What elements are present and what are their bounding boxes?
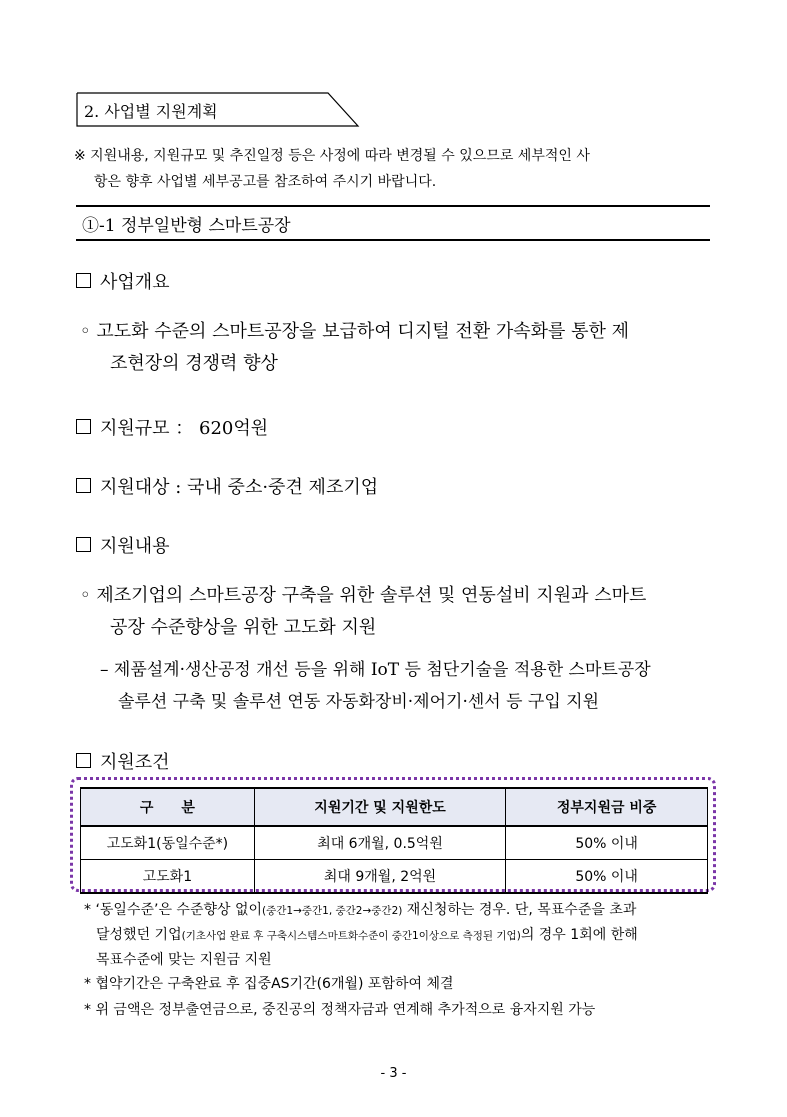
footnote-1-small-a: (중간1→중간1, 중간2→중간2) <box>262 905 403 917</box>
notice-line-1: ※ 지원내용, 지원규모 및 추진일정 등은 사정에 따라 변경될 수 있으므로 세부적인 사 <box>74 148 590 164</box>
overview-line-2: 조현장의 경쟁력 향상 <box>110 353 278 374</box>
content-dash-line-2: 솔루션 구축 및 솔루션 연동 자동화장비·제어기·센서 등 구입 지원 <box>118 692 600 712</box>
overview-heading <box>76 268 170 294</box>
scale-heading <box>76 414 268 440</box>
footnote-1-text-a: * ‘동일수준’은 수준향상 없이 <box>84 902 263 918</box>
table-header-row <box>81 788 708 826</box>
footnote-1-text-e: 목표수준에 맞는 지원금 지원 <box>96 952 272 968</box>
notice-line-2: 항은 향후 사업별 세부공고를 참조하여 주시기 바랍니다. <box>94 174 437 190</box>
table-row <box>81 826 708 860</box>
notice-text <box>74 143 720 195</box>
content-dash-line-1: – 제품설계·생산공정 개선 등을 위해 IoT 등 첨단기술을 적용한 스마트공장 <box>100 660 651 680</box>
target-heading-label: 지원대상 : 국내 중소·중견 제조기업 <box>100 477 379 498</box>
footnote-3: * 위 금액은 정부출연금으로, 중진공의 정책자금과 연계해 추가적으로 융자지원 가능 <box>84 1002 596 1018</box>
footnote-1 <box>84 898 720 972</box>
table-header-cell: 지원기간 및 지원한도 <box>254 788 506 826</box>
checkbox-square-icon <box>76 753 91 768</box>
content-line-1: ◦ 제조기업의 스마트공장 구축을 위한 솔루션 및 연동설비 지원과 스마트 <box>80 585 647 606</box>
content-heading-label: 지원내용 <box>100 536 170 557</box>
conditions-table <box>80 787 708 894</box>
table-cell: 50% 이내 <box>506 860 708 894</box>
content-dash-item <box>100 654 724 718</box>
checkbox-square-icon <box>76 419 91 434</box>
conditions-heading-label: 지원조건 <box>100 752 170 773</box>
overview-heading-label: 사업개요 <box>100 272 170 293</box>
page-number: - 3 - <box>380 1066 407 1081</box>
scale-heading-label: 지원규모 ： 620억원 <box>100 418 269 439</box>
footnote-2: * 협약기간은 구축완료 후 집중AS기간(6개월) 포함하여 체결 <box>84 976 454 992</box>
table-header-cell: 구 분 <box>81 788 255 826</box>
footnote-1-text-b: 재신청하는 경우. 단, 목표수준을 초과 <box>402 902 637 918</box>
checkbox-square-icon <box>76 537 91 552</box>
table-header-cell: 정부지원금 비중 <box>506 788 708 826</box>
checkbox-square-icon <box>76 273 91 288</box>
footnote-1-text-d: 의 경우 1회에 한해 <box>520 927 638 943</box>
table-cell: 고도화1 <box>81 860 255 894</box>
overview-line-1: ◦ 고도화 수준의 스마트공장을 보급하여 디지털 전환 가속화를 통한 제 <box>80 321 629 342</box>
subsection-title: ①-1 정부일반형 스마트공장 <box>82 216 291 236</box>
footnote-1-text-c: 달성했던 기업 <box>96 927 182 943</box>
checkbox-square-icon <box>76 478 91 493</box>
table-cell: 고도화1(동일수준*) <box>81 826 255 860</box>
table-cell: 최대 6개월, 0.5억원 <box>254 826 506 860</box>
content-line-2: 공장 수준향상을 위한 고도화 지원 <box>110 617 377 638</box>
table-cell: 최대 9개월, 2억원 <box>254 860 506 894</box>
content-heading <box>76 532 170 558</box>
table-cell: 50% 이내 <box>506 826 708 860</box>
subsection-title-bar <box>76 205 710 241</box>
target-heading <box>76 473 378 499</box>
section-title-box <box>76 92 358 126</box>
footnote-1-small-b: (기초사업 완료 후 구축시스템스마트화수준이 중간1이상으로 측정된 기업) <box>181 930 521 942</box>
overview-bullet <box>80 316 720 380</box>
content-bullet <box>80 580 720 644</box>
section-title: 2. 사업별 지원계획 <box>84 102 218 121</box>
conditions-heading <box>76 748 170 774</box>
table-row <box>81 860 708 894</box>
